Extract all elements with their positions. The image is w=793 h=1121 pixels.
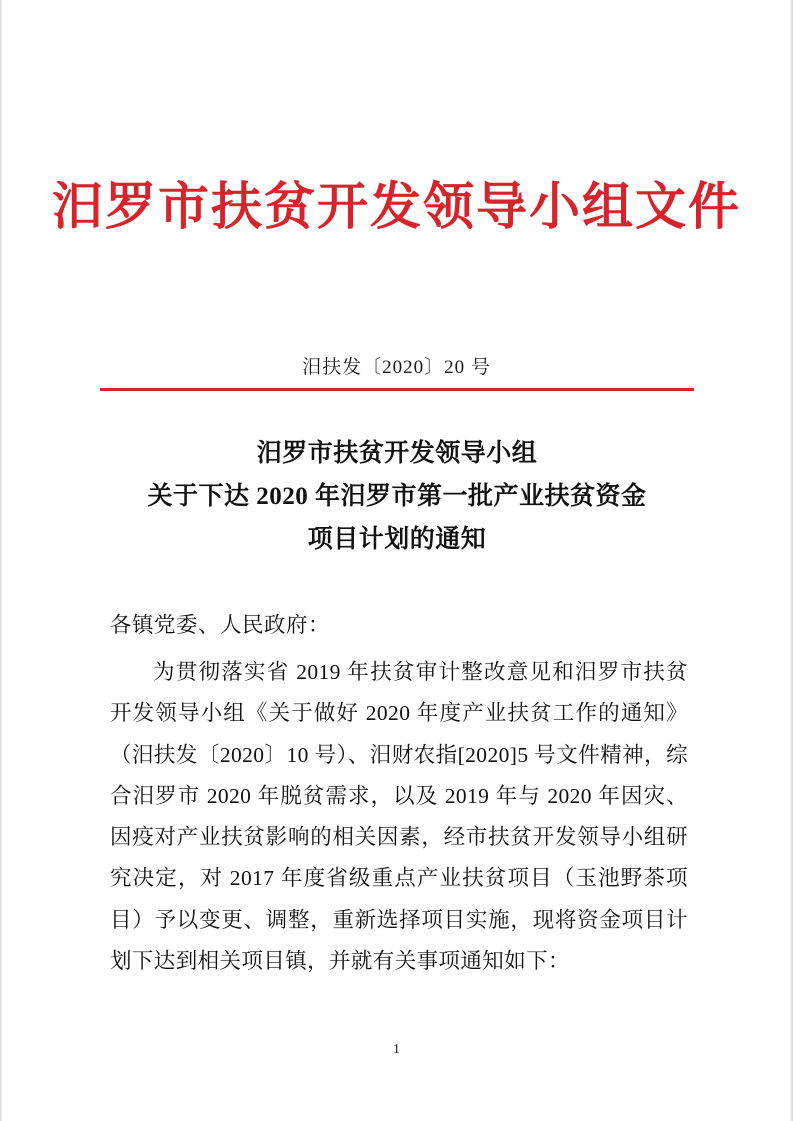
page-number: 1 (393, 1042, 400, 1057)
title-line-2: 关于下达 2020 年汨罗市第一批产业扶贫资金 (147, 483, 647, 510)
title-line-1: 汨罗市扶贫开发领导小组 (256, 440, 538, 467)
document-number: 汨扶发〔2020〕20 号 (302, 357, 491, 378)
document-body (110, 652, 688, 982)
title-line-3: 项目计划的通知 (307, 526, 487, 553)
salutation: 各镇党委、人民政府： (110, 613, 331, 637)
red-divider-rule (100, 388, 694, 391)
body-paragraph-1: 为贯彻落实省 2019 年扶贫审计整改意见和汨罗市扶贫开发领导小组《关于做好 2020 年度产业扶贫工作的通知》（汨扶发〔2020〕10 号）、汨财农指[2020]5 号文件精神，综合汨罗市 2020 年脱贫需求，以及 2019 年与 2020 年因灾、因疫对产业扶贫影响的相关因素，经市扶贫开发领导小组研究决定，对 2017 年度省级重点产业扶贫项目（玉池野茶项目）予以变更、调整，重新选择项目实施，现将资金项目计划下达到相关项目镇，并就有关事项通知如下： (110, 660, 688, 973)
document-masthead: 汨罗市扶贫开发领导小组文件 (51, 177, 741, 237)
document-title (118, 432, 676, 561)
